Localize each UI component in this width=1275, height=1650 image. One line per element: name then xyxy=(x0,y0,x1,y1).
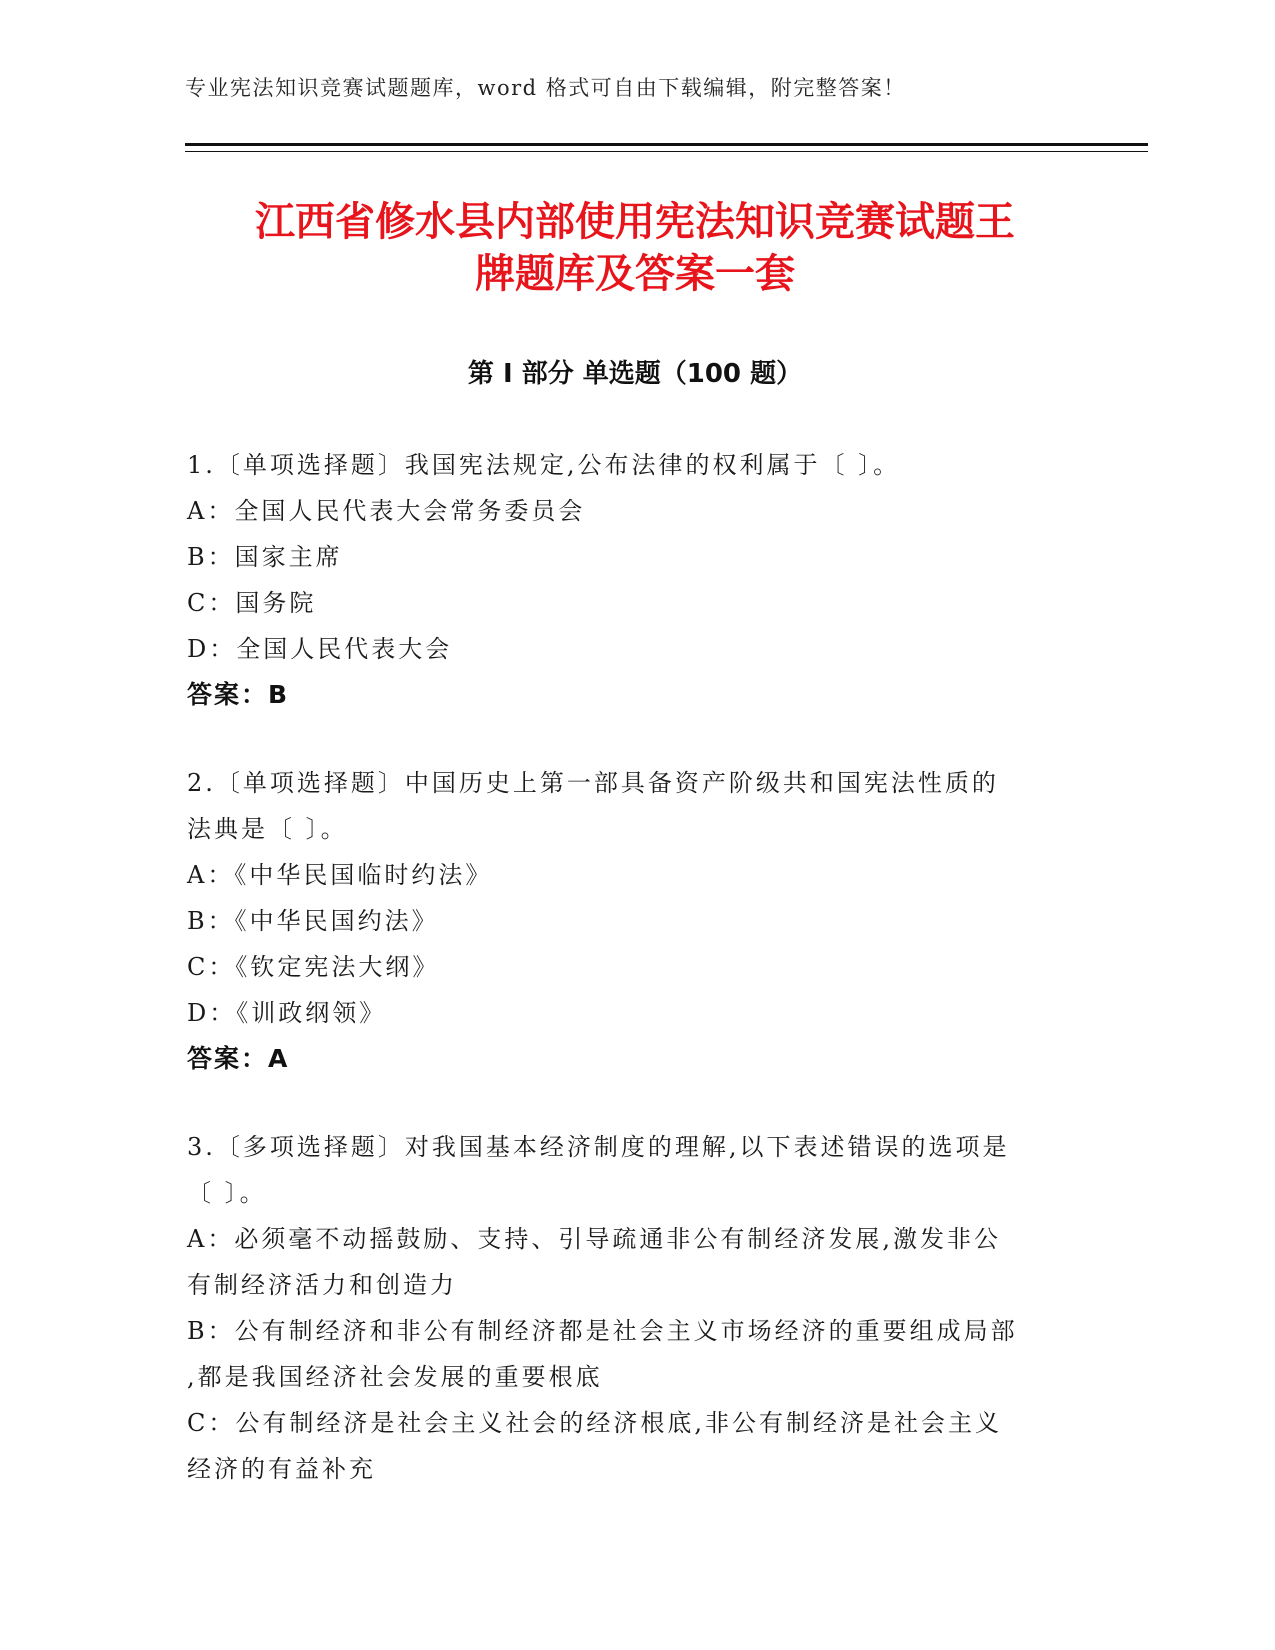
header-note: 专业宪法知识竞赛试题题库，word 格式可自由下载编辑，附完整答案！ xyxy=(185,76,906,100)
question-1-answer: 答案：B xyxy=(187,680,290,709)
question-1-option-d: D：全国人民代表大会 xyxy=(187,635,453,663)
question-1-option-a: A：全国人民代表大会常务委员会 xyxy=(187,497,586,525)
question-3 xyxy=(187,1124,1087,1492)
question-spacer xyxy=(187,1082,1087,1124)
question-1 xyxy=(187,442,1087,718)
question-3-option-b-line-2: ,都是我国经济社会发展的重要根底 xyxy=(187,1363,603,1391)
question-2 xyxy=(187,760,1087,1082)
document-title xyxy=(185,196,1085,300)
question-list xyxy=(187,442,1087,1492)
question-2-option-d: D：《训政纲领》 xyxy=(187,999,387,1027)
question-2-option-c: C：《钦定宪法大纲》 xyxy=(187,953,440,981)
question-3-stem-line-2: 〔 〕。 xyxy=(187,1179,267,1207)
question-2-option-b: B：《中华民国约法》 xyxy=(187,907,439,935)
section-heading: 第 I 部分 单选题（100 题） xyxy=(467,359,803,389)
question-1-stem: 1.〔单项选择题〕我国宪法规定,公布法律的权利属于〔 〕。 xyxy=(187,451,901,479)
question-2-stem-line-2: 法典是〔 〕。 xyxy=(187,815,348,843)
question-3-option-c-line-2: 经济的有益补充 xyxy=(187,1455,376,1483)
question-1-option-c: C：国务院 xyxy=(187,589,317,617)
header-rule-thin xyxy=(185,151,1148,152)
question-3-option-b-line-1: B：公有制经济和非公有制经济都是社会主义市场经济的重要组成局部 xyxy=(187,1317,1018,1345)
question-2-answer: 答案：A xyxy=(187,1044,290,1073)
document-title-line-1: 江西省修水县内部使用宪法知识竞赛试题王 xyxy=(255,199,1015,245)
document-title-line-2: 牌题库及答案一套 xyxy=(475,251,795,297)
question-3-option-c-line-1: C：公有制经济是社会主义社会的经济根底,非公有制经济是社会主义 xyxy=(187,1409,1002,1437)
question-3-stem-line-1: 3.〔多项选择题〕对我国基本经济制度的理解,以下表述错误的选项是 xyxy=(187,1133,1010,1161)
question-spacer xyxy=(187,718,1087,760)
question-3-option-a-line-1: A：必须毫不动摇鼓励、支持、引导疏通非公有制经济发展,激发非公 xyxy=(187,1225,1001,1253)
header-rule-thick xyxy=(185,143,1148,146)
question-3-option-a-line-2: 有制经济活力和创造力 xyxy=(187,1271,457,1299)
question-1-option-b: B：国家主席 xyxy=(187,543,343,571)
question-2-stem-line-1: 2.〔单项选择题〕中国历史上第一部具备资产阶级共和国宪法性质的 xyxy=(187,769,999,797)
question-2-option-a: A：《中华民国临时约法》 xyxy=(187,861,493,889)
